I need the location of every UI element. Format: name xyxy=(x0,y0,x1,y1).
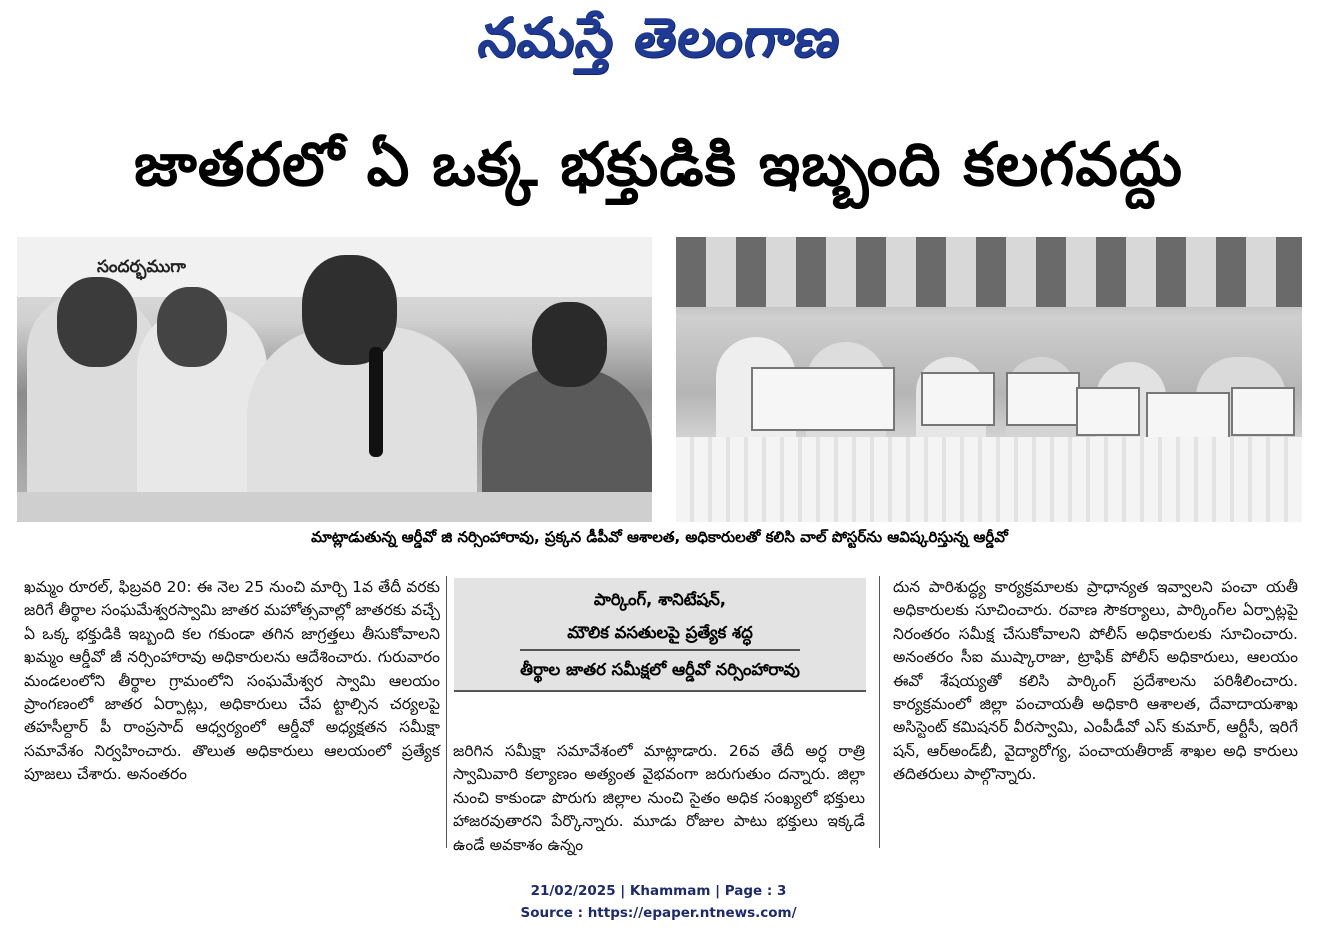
column-divider xyxy=(879,576,880,848)
banner-text: సందర్భముగా xyxy=(97,257,186,277)
article-column-1: ఖమ్మం రూరల్, ఫిబ్రవరి 20: ఈ నెల 25 నుంచి మార్చి 1వ తేదీ వరకు జరిగే తీర్థాల సంఘమేశ్వరస్వామి జాతర మహోత్సవాల్లో జాతరకు వచ్చే ఏ ఒక్క భక్తుడికి ఇబ్బంది కల గకుండా తగిన జాగ్రత్తలు తీసుకోవాలని ఖమ్మం ఆర్డీవో జీ నర్సింహారావు అధికారులను ఆదేశించారు. గురువారం మండలంలోని తీర్థాల గ్రామంలోని సంఘమేశ్వర స్వామి ఆలయం ప్రాంగణంలో జాతర ఏర్పాట్లు, అధికారులు చేప ట్టాల్సిన చర్యలపై తహసీల్దార్ పీ రాంప్రసాద్ ఆధ్వర్యంలో ఆర్డీవో అధ్యక్షతన సమీక్షా సమావేశం నిర్వహించారు. తొలుత అధికారులు ఆలయంలో ప్రత్యేక పూజలు చేశారు. అనంతరం xyxy=(24,578,440,784)
person-right-head xyxy=(532,302,607,387)
person-second-head xyxy=(157,287,227,367)
poster-3 xyxy=(1006,372,1080,426)
poster-6 xyxy=(1231,387,1295,436)
article-column-2: జరిగిన సమీక్షా సమావేశంలో మాట్లాడారు. 26వ తేదీ అర్ధ రాత్రి స్వామివారి కల్యాణం అత్యంత వైభవంగా జరుగుతుం దన్నారు. జిల్లా నుంచి కాకుండా పొరుగు జిల్లాల నుంచి సైతం అధిక సంఖ్యలో భక్తులు హాజరవుతారని పేర్కొన్నారు. మూడు రోజుల పాటు భక్తులు ఇక్కడే ఉండే అవకాశం ఉన్నం xyxy=(453,742,865,854)
subheading-line-1: పార్కింగ్, శానిటేషన్, xyxy=(593,589,727,609)
photo-caption: మాట్లాడుతున్న ఆర్డీవో జి నర్సింహారావు, ప్రక్కన డీపీవో ఆశాలత, అధికారులతో కలిసి వాల్ పోస్టర్‌ను ఆవిష్కరిస్తున్న ఆర్డీవో xyxy=(311,528,1008,546)
photo-poster-unveiling xyxy=(676,237,1302,522)
photo-press-meet xyxy=(17,237,652,522)
masthead xyxy=(0,6,1317,76)
subheading-line-2: మౌలిక వసతులపై ప్రత్యేక శద్ధ xyxy=(567,622,753,642)
subheading-box xyxy=(454,578,866,692)
footer-source-link[interactable]: Source : https://epaper.ntnews.com/ xyxy=(520,905,797,921)
person-left-head xyxy=(57,277,137,367)
article-column-3: దున పారిశుద్ధ్య కార్యక్రమాలకు ప్రాధాన్యత ఇవ్వాలని పంచా యతీ అధికారులకు సూచించారు. రవాణ సౌకర్యాలు, పార్కింగ్‌ల ఏర్పాట్లపై నిరంతరం సమీక్ష చేసుకోవాలని పోలీస్ అధికారులకు సూచించారు. అనంతరం సీఐ ముష్కారాజు, ట్రాఫిక్ పోలీస్ అధికారులు, ఆలయం ఈవో శేషయ్యతో కలిసి పార్కింగ్ ప్రదేశాలను పరిశీలించారు. కార్యక్రమంలో జిల్లా పంచాయతీ అధికారి ఆశాలత, దేవాదాయశాఖ అసిస్టెంట్ కమిషనర్ వీరస్వామి, ఎంపీడీవో ఎస్ కుమార్, ఆర్టీసీ, ఇరిగే షన్, ఆర్అండ్‌బీ, వైద్యారోగ్య, పంచాయతీరాజ్ శాఖల అధి కారులు తదితరులు పాల్గొన్నారు. xyxy=(893,578,1298,784)
poster-2 xyxy=(921,372,995,426)
poster-4 xyxy=(1076,387,1140,436)
canopy xyxy=(676,237,1302,307)
newspaper-logo: నమస్తే తెలంగాణ xyxy=(474,6,845,69)
footer xyxy=(0,880,1317,924)
table xyxy=(17,492,652,522)
headline: జాతరలో ఏ ఒక్క భక్తుడికి ఇబ్బంది కలగవద్దు xyxy=(133,130,1184,200)
microphone xyxy=(369,347,383,457)
subheading-line-3: తీర్థాల జాతర సమీక్షలో ఆర్డీవో నర్సింహారావు xyxy=(520,649,800,686)
column-divider xyxy=(446,576,447,848)
footer-edition-info: 21/02/2025 | Khammam | Page : 3 xyxy=(530,883,787,899)
speaker-head xyxy=(302,255,397,365)
table-cloth xyxy=(676,437,1302,522)
poster-1 xyxy=(751,367,895,431)
